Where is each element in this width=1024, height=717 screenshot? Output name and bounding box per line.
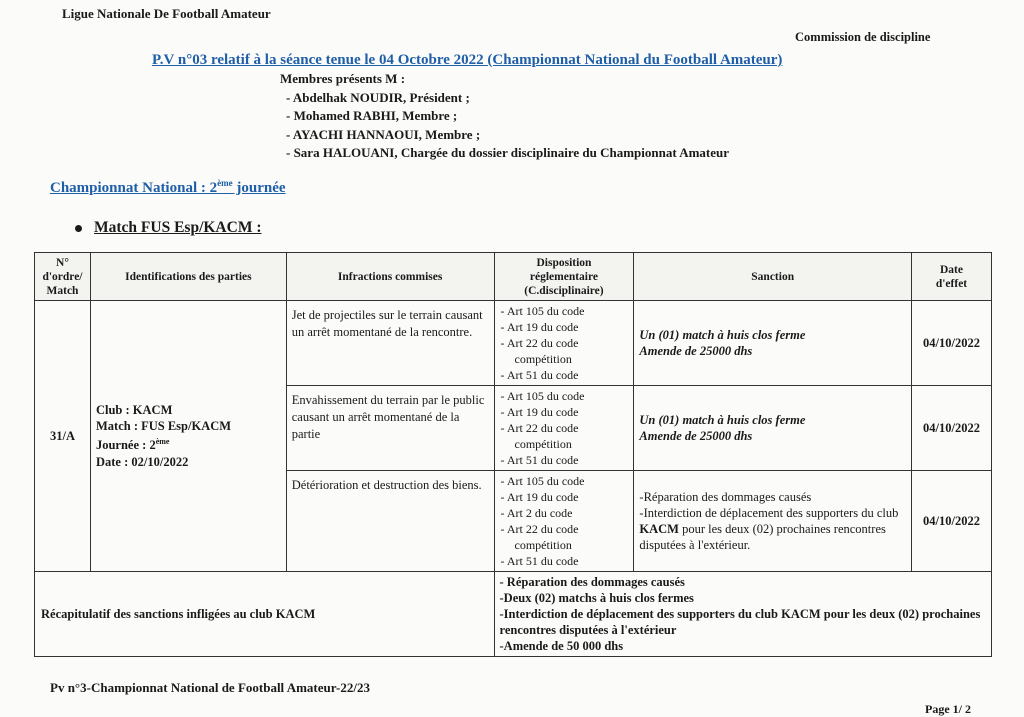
pv-title: P.V n°03 relatif à la séance tenue le 04 Octobre 2022 (Championnat National du Football Amateur): [152, 52, 783, 68]
header-ident: Identifications des parties: [90, 253, 286, 301]
championship-heading: [50, 178, 286, 197]
ident-date: Date : 02/10/2022: [95, 454, 189, 469]
table-header-row: [35, 253, 992, 301]
header-order: N° d'ordre/ Match: [35, 253, 91, 301]
member-item: - Sara HALOUANI, Chargée du dossier disciplinaire du Championnat Amateur: [286, 145, 730, 160]
sanction-cell: -Réparation des dommages causés -Interdiction de déplacement des supporters du club KACM pour les deux (02) prochaines rencontres disputées à l'extérieur.: [634, 471, 912, 572]
ident-match: Match : FUS Esp/KACM: [95, 419, 232, 434]
effective-date: 04/10/2022: [911, 471, 991, 572]
infraction-cell: Jet de projectiles sur le terrain causant un arrêt momentané de la rencontre.: [286, 301, 494, 386]
championship-sup: ème: [217, 178, 233, 188]
member-item: - Mohamed RABHI, Membre ;: [286, 108, 458, 123]
disposition-cell: - Art 105 du code - Art 19 du code - Art 22 du code compétition - Art 51 du code: [494, 386, 634, 471]
disposition-cell: - Art 105 du code - Art 19 du code - Art 22 du code compétition - Art 51 du code: [494, 301, 634, 386]
sanction-cell: Un (01) match à huis clos ferme Amende de 25000 dhs: [634, 386, 912, 471]
ident-club: Club : KACM: [95, 403, 173, 418]
discipline-table: [34, 252, 992, 657]
recap-row: [35, 572, 992, 657]
member-item: - Abdelhak NOUDIR, Président ;: [286, 89, 470, 105]
championship-prefix: Championnat National : 2: [50, 180, 218, 196]
member-item: - AYACHI HANNAOUI, Membre ;: [286, 126, 481, 142]
header-date: Date d'effet: [911, 253, 991, 301]
order-number: 31/A: [35, 301, 91, 572]
league-name: Ligue Nationale De Football Amateur: [62, 6, 271, 21]
bullet-icon: [75, 225, 82, 232]
members-block: [280, 70, 729, 163]
header-sanction: Sanction: [634, 253, 912, 301]
disposition-cell: - Art 105 du code - Art 19 du code - Art 2 du code - Art 22 du code compétition - Art 51 du code: [494, 471, 634, 572]
effective-date: 04/10/2022: [911, 386, 991, 471]
table-row: [35, 301, 992, 386]
effective-date: 04/10/2022: [911, 301, 991, 386]
sanction-cell: Un (01) match à huis clos ferme Amende de 25000 dhs: [634, 301, 912, 386]
match-heading-text: Match FUS Esp/KACM :: [94, 219, 262, 236]
championship-suffix: journée: [232, 180, 286, 196]
header-infractions: Infractions commises: [286, 253, 494, 301]
header-disposition: Disposition réglementaire (C.disciplinaire): [494, 253, 634, 301]
party-identification: [90, 301, 286, 572]
ident-journee: Journée : 2ème: [95, 437, 170, 453]
page-number: Page 1/ 2: [925, 702, 971, 716]
footer-reference: Pv n°3-Championnat National de Football Amateur-22/23: [50, 680, 370, 695]
recap-label: Récapitulatif des sanctions infligées au club KACM: [35, 572, 495, 657]
members-heading: Membres présents M :: [280, 71, 406, 86]
commission-name: Commission de discipline: [795, 30, 931, 44]
match-heading: [75, 219, 261, 237]
infraction-cell: Détérioration et destruction des biens.: [286, 471, 494, 572]
recap-sanctions: - Réparation des dommages causés -Deux (02) matchs à huis clos fermes -Interdiction de déplacement des supporters du club KACM pour les deux (02) prochaines rencontres disputées à l'extérieur -Amende de 50 000 dhs: [494, 572, 992, 657]
infraction-cell: Envahissement du terrain par le public causant un arrêt momentané de la partie: [286, 386, 494, 471]
